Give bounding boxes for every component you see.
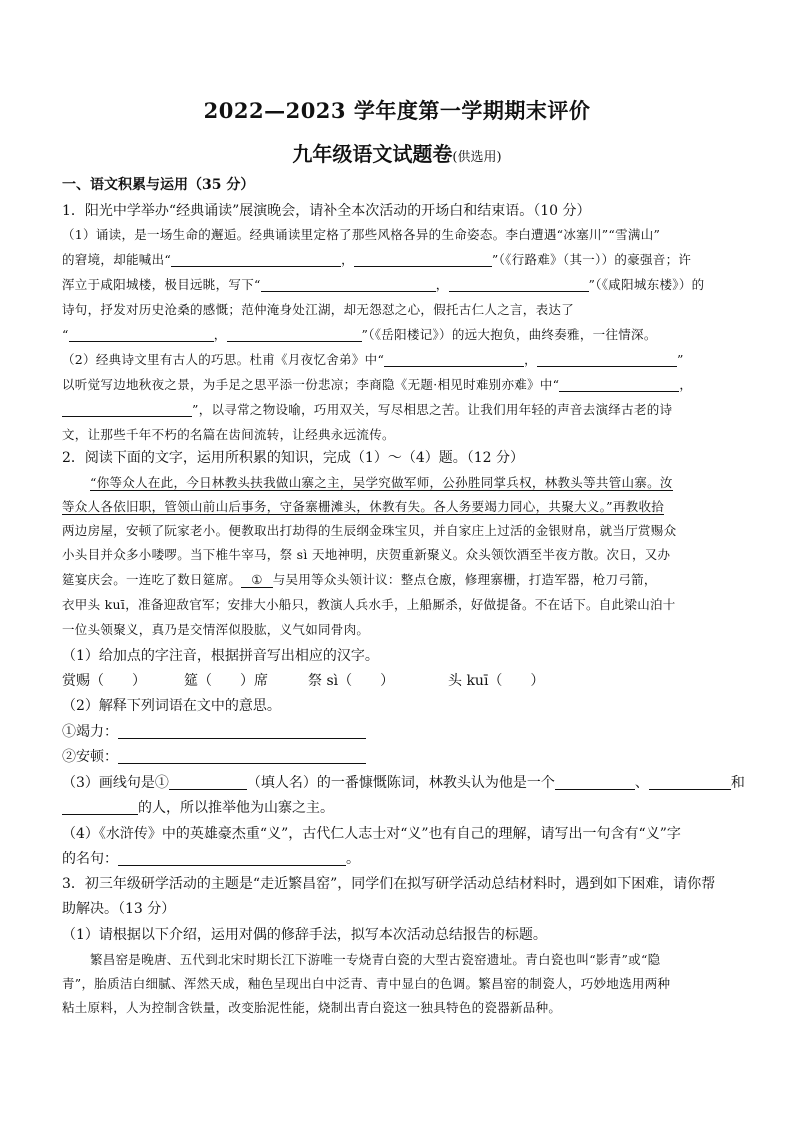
answer-blank[interactable]	[449, 277, 589, 292]
q2-sub2: （2）解释下列词语在文中的意思。	[62, 698, 281, 714]
q2-sub2-b: ②安顿：	[62, 748, 734, 766]
q3-text-line3: 粘土原料，人为控制含铁量，改变胎泥性能，烧制出青白瓷这一独具特色的瓷器新品种。	[62, 1000, 562, 1015]
q1-p1-line1: （1）诵读，是一场生命的邂逅。经典诵读里定格了那些风格各异的生命姿态。李白遭遇“冰塞川”“雪满山”	[62, 227, 661, 242]
pinyin-item[interactable]: 赏赐（ ）	[62, 673, 146, 689]
q2-sub4: （4）《水浒传》中的英雄豪杰重“义”，古代仁人志士对“义”也有自己的理解，请写出一句含有“义”字	[62, 826, 681, 842]
q2-sub2-a: ①竭力：	[62, 723, 734, 741]
section-heading: 一、语文积累与运用（35 分）	[62, 177, 255, 193]
pinyin-item[interactable]: 筵（ ）席	[184, 673, 268, 689]
q2-passage-line3: 两边房屋，安顿了阮家老小。便教取出打劫得的生辰纲金珠宝贝，并自家庄上过活的金银财帛，就当厅赏赐众	[62, 523, 677, 538]
q2-stem: 2．阅读下面的文字，运用所积累的知识，完成（1）～（4）题。（12 分）	[62, 450, 524, 466]
answer-blank[interactable]	[555, 775, 635, 790]
answer-blank[interactable]	[354, 252, 492, 267]
q3-text-line2: 青”，胎质洁白细腻、浑然天成，釉色呈现出白中泛青、青中显白的色调。繁昌窑的制瓷人，巧妙地选用两种	[62, 976, 671, 991]
q3-stem-line2: 助解决。（13 分）	[62, 901, 176, 917]
subtitle-text: 九年级语文试题卷	[292, 142, 453, 166]
q2-passage-line6: 衣甲头 kuī，准备迎敌官军；安排大小船只，教演人兵水手，上船厮杀，好做提备。不在话下。自此梁山泊十	[62, 597, 676, 612]
q2-sub4-cont: 的名句： 。	[62, 851, 360, 867]
answer-blank[interactable]	[62, 402, 192, 417]
answer-blank[interactable]	[227, 327, 362, 342]
q1-p1-line5: “ ， ”（《岳阳楼记》）的远大抱负，曲终奏雅，一往情深。	[62, 327, 657, 342]
q1-p2-line4: 文，让那些千年不朽的名篇在齿间流转，让经典永远流传。	[62, 427, 395, 442]
q2-passage-line2: 等众人各依旧职，管领山前山后事务，守备寨栅滩头，休教有失。各人务要竭力同心，共聚大义。”再教收拾	[62, 499, 665, 514]
blank-marker-1: ①	[241, 572, 273, 588]
q2-passage-line4: 小头目并众多小喽啰。当下椎牛宰马，祭 sì 天地神明，庆贺重新聚义。众头领饮酒至半夜方散。次日，又办	[62, 547, 671, 562]
answer-blank[interactable]	[384, 352, 524, 367]
q1-p1-line2: 的窘境，却能喊出“ ， ”（《行路难》（其一））的豪强音；许	[62, 252, 692, 267]
exam-title: 2022—2023 学年度第一学期期末评价	[203, 98, 591, 123]
pinyin-item[interactable]: 祭 sì（ ）	[308, 673, 395, 689]
q2-passage-line5: 筵宴庆会。一连吃了数日筵席。 ① 与吴用等众头领计议：整点仓廒，修理寨栅，打造军器，枪刀弓箭，	[62, 572, 657, 587]
answer-blank[interactable]	[118, 749, 366, 764]
q2-sub3-cont: 的人，所以推举他为山寨之主。	[62, 799, 734, 817]
q2-passage-line1: “你等众人在此，今日林教头扶我做山寨之主，吴学究做军师，公孙胜同掌兵权，林教头等共管山寨。汝	[90, 475, 673, 490]
q3-stem-line1: 3．初三年级研学活动的主题是“走近繁昌窑”，同学们在拟写研学活动总结材料时，遇到如下困难，请你帮	[62, 876, 716, 892]
q3-sub1: （1）请根据以下介绍，运用对偶的修辞手法，拟写本次活动总结报告的标题。	[62, 927, 547, 943]
q1-p2-line1: （2）经典诗文里有古人的巧思。杜甫《月夜忆舍弟》中“ ， ”	[62, 352, 684, 367]
q1-stem: 1．阳光中学举办“经典诵读”展演晚会，请补全本次活动的开场白和结束语。（10 分）	[62, 203, 591, 219]
answer-blank[interactable]	[559, 377, 679, 392]
q2-passage-line7: 一位头领聚义，真乃是交情浑似股肱，义气如同骨肉。	[62, 622, 370, 637]
q2-sub1: （1）给加点的字注音，根据拼音写出相应的汉字。	[62, 648, 379, 664]
q3-text-line1: 繁昌窑是晚唐、五代到北宋时期长江下游唯一专烧青白瓷的大型古瓷窑遗址。青白瓷也叫“影青”或“隐	[90, 952, 661, 967]
subtitle-note: (供选用)	[452, 150, 502, 165]
q1-p1-line3: 浑立于咸阳城楼，极目远眺，写下“ ， ”（《咸阳城东楼》）的	[62, 277, 705, 292]
answer-blank[interactable]	[261, 277, 436, 292]
answer-blank[interactable]	[171, 252, 341, 267]
answer-blank[interactable]	[537, 352, 677, 367]
answer-blank[interactable]	[649, 775, 731, 790]
q1-p1-line4: 诗句，抒发对历史沧桑的感慨；范仲淹身处江湖，却无怨怼之心，假托古仁人之言，表达了	[62, 302, 575, 317]
exam-subtitle	[0, 138, 794, 167]
answer-blank[interactable]	[69, 327, 214, 342]
q2-sub3: （3）画线句是① （填人名）的一番慷慨陈词，林教头认为他是一个 、 和	[62, 775, 745, 791]
q2-sub1-items	[62, 672, 734, 690]
pinyin-item[interactable]: 头 kuī（ ）	[448, 673, 545, 689]
answer-blank[interactable]	[169, 775, 247, 790]
answer-blank[interactable]	[62, 800, 138, 815]
answer-blank[interactable]	[118, 851, 346, 866]
q1-p2-line3: ”，以寻常之物设喻，巧用双关，写尽相思之苦。让我们用年轻的声音去演绎古老的诗	[62, 401, 734, 419]
q1-p2-line2: 以听觉写边地秋夜之景，为手足之思平添一份悲凉；李商隐《无题·相见时难别亦难》中“ ，	[62, 377, 693, 392]
answer-blank[interactable]	[118, 724, 366, 739]
